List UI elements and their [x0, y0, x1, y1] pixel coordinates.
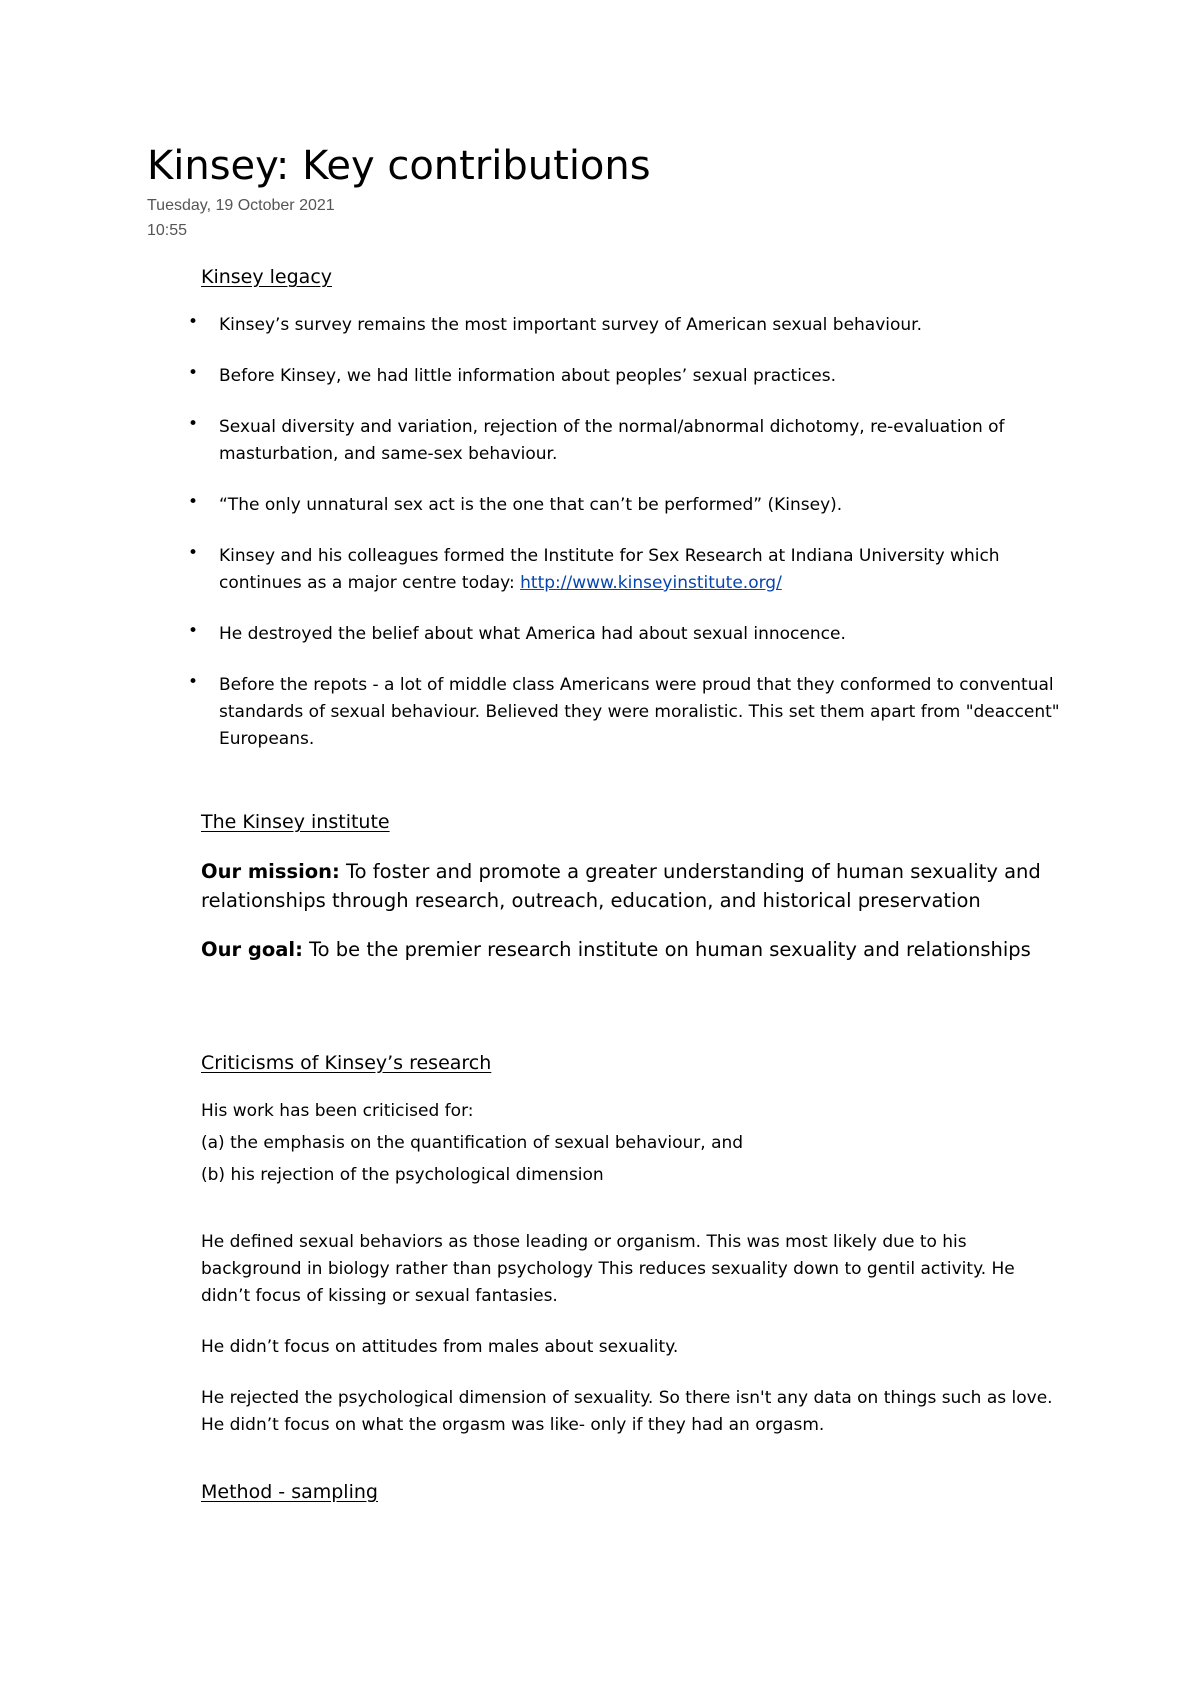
list-item-text: Kinsey’s survey remains the most important survey of American sexual behaviour. — [219, 315, 923, 335]
page-title: Kinsey: Key contributions — [147, 143, 651, 189]
goal-label: Our goal: — [201, 938, 303, 961]
list-item-text: “The only unnatural sex act is the one that can’t be performed” (Kinsey). — [219, 495, 843, 515]
mission-text: To foster and promote a greater understanding of human sexuality and relationships through research, outreach, education, and historical preservation — [201, 860, 1041, 912]
bullet-icon: • — [188, 363, 199, 383]
section-heading-criticisms: Criticisms of Kinsey’s research — [201, 1052, 492, 1074]
list-item — [188, 363, 1061, 390]
legacy-bullet-list — [188, 312, 1061, 753]
bullet-icon: • — [188, 312, 199, 332]
bullet-icon: • — [188, 672, 199, 692]
mission-statement — [201, 857, 1061, 915]
bullet-icon: • — [188, 492, 199, 512]
list-item — [188, 543, 1061, 597]
list-item — [188, 312, 1061, 339]
note-content — [188, 264, 1061, 1505]
section-heading-institute: The Kinsey institute — [201, 811, 390, 833]
section-heading-legacy: Kinsey legacy — [201, 266, 333, 288]
note-time: 10:55 — [147, 222, 188, 239]
kinsey-institute-link[interactable]: http://www.kinseyinstitute.org/ — [520, 573, 782, 593]
list-item-text: Sexual diversity and variation, rejection of the normal/abnormal dichotomy, re-evaluation of masturbation, and same-sex behaviour. — [219, 417, 1005, 464]
criticism-point-b: (b) his rejection of the psychological dimension — [201, 1165, 604, 1185]
section-heading-method: Method - sampling — [201, 1481, 378, 1503]
mission-label: Our mission: — [201, 860, 340, 883]
list-item-text: Before Kinsey, we had little information about peoples’ sexual practices. — [219, 366, 836, 386]
list-item — [188, 621, 1061, 648]
list-item — [188, 672, 1061, 753]
list-item-text: He destroyed the belief about what America had about sexual innocence. — [219, 624, 846, 644]
note-date: Tuesday, 19 October 2021 — [147, 197, 335, 214]
criticism-point-a: (a) the emphasis on the quantification of sexual behaviour, and — [201, 1133, 744, 1153]
goal-statement — [201, 935, 1061, 964]
criticism-paragraph: He didn’t focus on attitudes from males about sexuality. — [201, 1337, 679, 1357]
bullet-icon: • — [188, 621, 199, 641]
bullet-icon: • — [188, 543, 199, 563]
list-item — [188, 414, 1061, 468]
goal-text: To be the premier research institute on human sexuality and relationships — [302, 938, 1031, 961]
bullet-icon: • — [188, 414, 199, 434]
criticism-paragraph: He rejected the psychological dimension of sexuality. So there isn't any data on things such as love. He didn’t focus on what the orgasm was like- only if they had an orgasm. — [201, 1388, 1053, 1435]
list-item — [188, 492, 1061, 519]
criticisms-intro: His work has been criticised for: — [201, 1101, 474, 1121]
criticism-paragraph: He defined sexual behaviors as those leading or organism. This was most likely due to his background in biology rather than psychology This reduces sexuality down to gentil activity. He didn’t focus of kissing or sexual fantasies. — [201, 1232, 1015, 1306]
list-item-text: Before the repots - a lot of middle class Americans were proud that they conformed to conventual standards of sexual behaviour. Believed they were moralistic. This set them apart from "deaccent" Europeans. — [219, 675, 1060, 749]
list-item-text: Kinsey and his colleagues formed the Institute for Sex Research at Indiana University which continues as a major centre today: — [219, 546, 1000, 593]
